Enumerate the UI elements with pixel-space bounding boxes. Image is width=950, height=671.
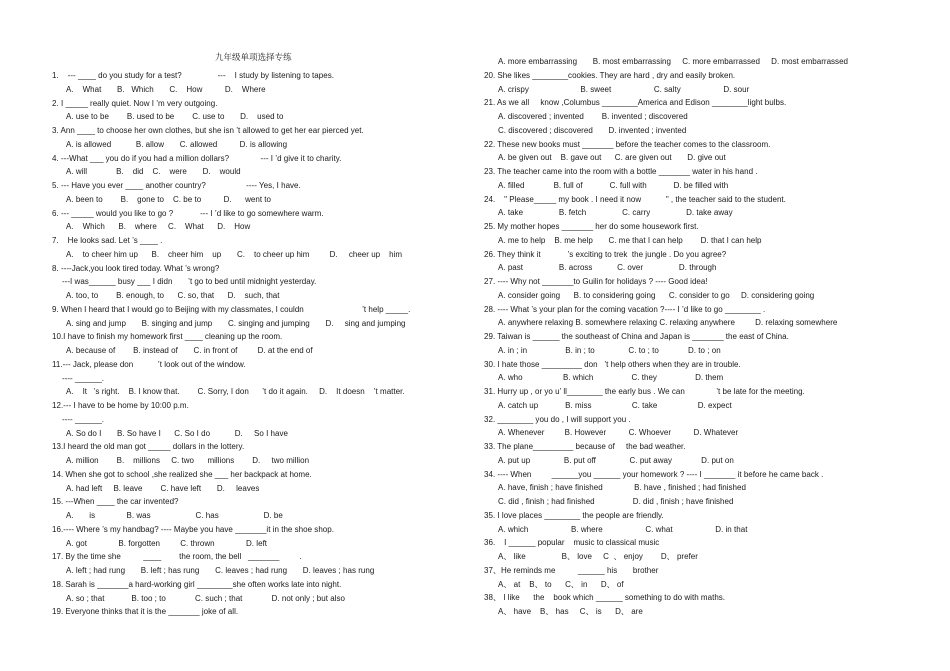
question-text: 29. Taiwan is ______ the southeast of China and Japan is _______ the east of China. [484, 332, 789, 341]
answer-options: A. which B. where C. what D. in that [498, 524, 748, 534]
question-text: 6. --- _____ would you like to go ? --- I ’d like to go somewhere warm. [52, 208, 324, 218]
answer-options: A. What B. Which C. How D. Where [66, 84, 266, 94]
question-text: 15. ---When ____ the car invented? [52, 497, 179, 507]
question-text: 3. Ann ____ to choose her own clothes, but she isn ’t allowed to get her ear pierced yet. [52, 126, 364, 135]
question-text: 10.I have to finish my homework first ____ cleaning up the room. [52, 332, 283, 342]
question-text: 11.--- Jack, please don ’t look out of the window. [52, 359, 246, 369]
question-text: 19. Everyone thinks that it is the _______ joke of all. [52, 607, 239, 617]
question-text: 5. --- Have you ever ____ another country? ---- Yes, I have. [52, 181, 301, 190]
answer-options: A. past B. across C. over D. through [498, 263, 717, 273]
question-text: 16.---- Where ’s my handbag? ---- Maybe you have _______it in the shoe shop. [52, 524, 334, 534]
question-text: 17. By the time she ____ the room, the bell _______ . [52, 552, 302, 562]
answer-options: A. take B. fetch C. carry D. take away [498, 208, 733, 218]
answer-options: A. been to B. gone to C. be to D. went to [66, 194, 272, 204]
answer-options: A、 like B、 love C 、 enjoy D、 prefer [498, 552, 698, 561]
question-text: 8. ----Jack,you look tired today. What ’s wrong? [52, 263, 220, 273]
question-text: 28. ---- What ’s your plan for the coming vacation ?---- I ’d like to go ________ . [484, 304, 766, 314]
answer-options: A. left ; had rung B. left ; has rung C. leaves ; had rung D. leaves ; has rung [66, 566, 375, 575]
answer-options: A. crispy B. sweet C. salty D. sour [498, 84, 750, 94]
answer-options: A. because of B. instead of C. in front of D. at the end of [66, 346, 313, 355]
answer-options: A. will B. did C. were D. would [66, 167, 241, 177]
answer-options: C. discovered ; discovered D. invented ; invented [498, 125, 687, 135]
question-text: 9. When I heard that I would go to Beijing with my classmates, I couldn ’t help _____. [52, 304, 411, 314]
question-text: 12.--- I have to be home by 10:00 p.m. [52, 401, 189, 410]
question-text: 1. --- ____ do you study for a test? --- I study by listening to tapes. [52, 71, 334, 80]
answer-options: A. filled B. full of C. full with D. be filled with [498, 180, 729, 190]
answer-options: A. to cheer him up B. cheer him up C. to cheer up him D. cheer up him [66, 249, 403, 259]
question-text: 25. My mother hopes _______ her do some housework first. [484, 222, 699, 231]
answer-options: ---I was______ busy ___ I didn ’t go to bed until midnight yesterday. [62, 277, 317, 287]
answer-options: ---- ______. [62, 414, 105, 424]
question-text: 26. They think it ’s exciting to trek the jungle . Do you agree? [484, 249, 727, 259]
answer-options: A. use to be B. used to be C. use to D. used to [66, 112, 284, 122]
answer-options: ---- ______. [62, 373, 105, 383]
answer-options: A、 have B、 has C、 is D、 are [498, 607, 643, 616]
question-text: 36. I ______ popular music to classical music [484, 538, 660, 548]
question-text: 24. " Please_____ my book . I need it now " , the teacher said to the student. [484, 194, 786, 204]
answer-options: A. more embarrassing B. most embarrassing C. more embarrassed D. most embarrassed [498, 57, 849, 66]
answer-options: A. Which B. where C. What D. How [66, 222, 251, 232]
answer-options: A. It ’s right. B. I know that. C. Sorry, I don ’t do it again. D. It doesn ’t matter. [66, 387, 405, 397]
answer-options: A. in ; in B. in ; to C. to ; to D. to ; on [498, 345, 721, 355]
question-text: 32. ________ you do , I will support you . [484, 414, 631, 424]
answer-options: A. be given out B. gave out C. are given out D. give out [498, 153, 726, 163]
question-text: 14. When she got to school ,she realized she ___ her backpack at home. [52, 469, 312, 479]
answer-options: A. consider going B. to considering going C. consider to go D. considering going [498, 290, 815, 300]
question-text: 22. These new books must _______ before the teacher comes to the classroom. [484, 139, 771, 149]
answer-options: A. anywhere relaxing B. somewhere relaxing C. relaxing anywhere D. relaxing somewhere [498, 318, 838, 328]
answer-options: A. sing and jump B. singing and jump C. singing and jumping D. sing and jumping [66, 318, 406, 328]
answer-options: A、 at B、 to C、 in D、 of [498, 579, 624, 589]
question-text: 2. I _____ really quiet. Now I ’m very outgoing. [52, 98, 218, 108]
answer-options: A. So do I B. So have I C. So I do D. So I have [66, 428, 288, 438]
answer-options: A. me to help B. me help C. me that I can help D. that I can help [498, 235, 762, 245]
answer-options: A. Whenever B. However C. Whoever D. Whatever [498, 428, 739, 438]
answer-options: A. so ; that B. too ; to C. such ; that D. not only ; but also [66, 593, 345, 603]
question-text: 27. ---- Why not _______to Guilin for holidays ? ---- Good idea! [484, 277, 708, 286]
answer-options: A. is allowed B. allow C. allowed D. is allowing [66, 139, 288, 149]
question-text: 34. ---- When ______you ______ your homework ? ---- I _______ it before he came back . [484, 469, 824, 479]
answer-options: A. who B. which C. they D. them [498, 373, 724, 383]
question-text: 7. He looks sad. Let ’s ____ . [52, 236, 163, 245]
answer-options: A. million B. millions C. two millions D. two million [66, 456, 310, 465]
answer-options: A. got B. forgotten C. thrown D. left [66, 538, 268, 548]
question-text: 20. She likes ________cookies. They are hard , dry and easily broken. [484, 70, 736, 80]
answer-options: C. did , finish ; had finished D. did , finish ; have finished [498, 497, 734, 506]
question-text: 35. I love places ________ the people are friendly. [484, 510, 664, 520]
question-text: 30. I hate those _________ don ’t help others when they are in trouble. [484, 359, 741, 369]
answer-options: A. catch up B. miss C. take D. expect [498, 400, 732, 410]
answer-options: A. put up B. put off C. put away D. put on [498, 455, 734, 465]
question-text: 21. As we all know ,Columbus ________America and Edison ________light bulbs. [484, 98, 787, 108]
question-text: 13.I heard the old man got _____ dollars in the lottery. [52, 442, 245, 452]
answer-options: A. have, finish ; have finished B. have , finished ; had finished [498, 483, 746, 493]
worksheet-title: 九年级单项选择专练 [215, 53, 292, 63]
answer-options: A. is B. was C. has D. be [66, 511, 283, 520]
question-text: 37、He reminds me ______ his brother [484, 565, 659, 575]
answer-options: A. too, to B. enough, to C. so, that D. such, that [66, 291, 280, 300]
answer-options: A. had left B. leave C. have left D. leaves [66, 483, 260, 493]
question-text: 38、 I like the book which ______ something to do with maths. [484, 593, 726, 603]
answer-options: A. discovered ; invented B. invented ; discovered [498, 112, 688, 121]
question-text: 31. Hurry up , or yo u’ ll________ the early bus . We can ’t be late for the meeting. [484, 387, 805, 396]
question-text: 23. The teacher came into the room with a bottle _______ water in his hand . [484, 167, 758, 176]
question-text: 18. Sarah is _______a hard-working girl ________she often works late into night. [52, 579, 342, 589]
question-text: 33. The plane_________ because of the bad weather. [484, 442, 686, 451]
question-text: 4. ---What ___ you do if you had a million dollars? --- I ’d give it to charity. [52, 153, 342, 163]
